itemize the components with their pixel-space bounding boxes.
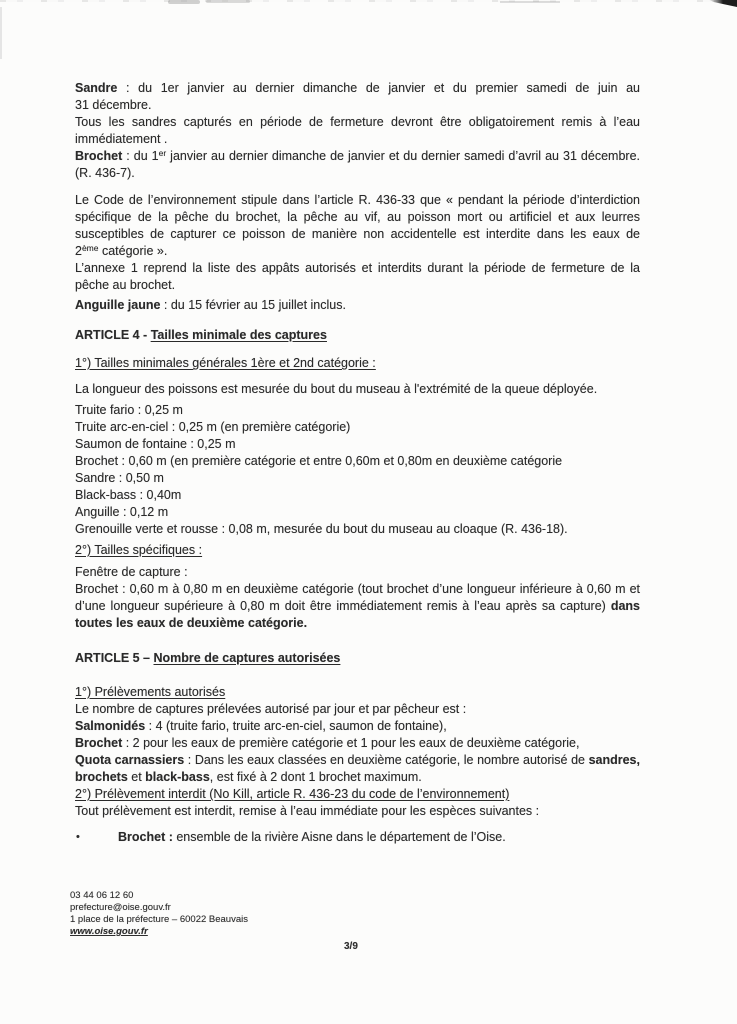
text-run: catégorie ».	[98, 244, 168, 258]
line-sandre-period-2	[75, 97, 640, 114]
text-run: : 4 (truite fario, truite arc-en-ciel, saumon de fontaine),	[145, 719, 447, 733]
footer-website-link: www.oise.gouv.fr	[70, 926, 148, 937]
text-run: et	[127, 770, 146, 784]
text-run: Anguille : 0,12 m	[75, 505, 169, 519]
line-annexe-2	[75, 277, 640, 294]
line-fenetre-capture	[75, 564, 640, 581]
text-run: toutes les eaux de deuxième catégorie.	[75, 616, 308, 630]
text-run: Brochet : 0,60 m (en première catégorie et entre 0,60m et 0,80m en deuxième catégorie	[75, 454, 563, 468]
text-run: Le Code de l’environnement stipule dans l’article R. 436-33 que « pendant la période d’interdiction	[75, 193, 640, 207]
text-run: immédiatement .	[75, 132, 168, 146]
line-annexe-1	[75, 260, 640, 277]
document-footer	[70, 890, 248, 938]
text-run: susceptibles de capturer ce poisson de manière non accidentelle est interdite dans les eaux de	[75, 227, 640, 241]
text-run: : du 1	[122, 149, 159, 163]
text-run: Quota carnassiers	[75, 753, 185, 767]
text-run: black-bass	[145, 770, 210, 784]
footer-address: 1 place de la préfecture – 60022 Beauvais	[70, 914, 248, 925]
line-quota-carnassiers-1	[75, 752, 640, 769]
bullet-icon: •	[76, 831, 80, 843]
text-run: Le nombre de captures prélevées autorisé par jour et par pêcheur est :	[75, 702, 467, 716]
text-run: ensemble de la rivière Aisne dans le département de l’Oise.	[172, 830, 506, 844]
heading-tailles-generales	[75, 355, 640, 372]
text-run: Sandre : 0,50 m	[75, 471, 164, 485]
line-black-bass-taille	[75, 487, 640, 504]
text-run: d’une longueur supérieure à 0,80 m doit être immédiatement remis à l’eau après sa capture)	[75, 599, 611, 613]
text-run: 2°) Prélèvement interdit (No Kill, article R. 436-23 du code de l’environnement)	[75, 787, 510, 801]
text-run: Salmonidés	[75, 719, 146, 733]
line-truite-arc-en-ciel	[75, 419, 640, 436]
scan-artifact-top-right-corner	[709, 0, 737, 7]
text-run: dans	[610, 599, 640, 613]
line-brochet-quota	[75, 735, 640, 752]
text-run: Tailles minimale des captures	[150, 328, 327, 342]
text-run: Sandre	[75, 81, 118, 95]
text-run: Black-bass : 0,40m	[75, 488, 182, 502]
text-run: Brochet	[75, 736, 123, 750]
text-run: : du 15 février au 15 juillet inclus.	[160, 298, 346, 312]
article-4-heading	[75, 327, 640, 344]
text-run: : 2 pour les eaux de première catégorie et 1 pour les eaux de deuxième catégorie,	[122, 736, 580, 750]
text-run: Tous les sandres capturés en période de fermeture devront être obligatoirement remis à l’eau	[75, 115, 640, 129]
text-run: 31 décembre.	[75, 98, 152, 112]
line-sandre-release-2	[75, 131, 640, 148]
text-run: Brochet	[75, 149, 123, 163]
text-run: brochets	[75, 770, 128, 784]
text-run: : du 1er janvier au dernier dimanche de janvier et du premier samedi de juin au	[117, 81, 640, 95]
scan-smudge	[168, 0, 200, 4]
line-sandre-release-1	[75, 114, 640, 131]
line-sandre-period-1	[75, 80, 640, 97]
text-run: Fenêtre de capture :	[75, 565, 188, 579]
line-fenetre-brochet-1	[75, 581, 640, 598]
line-saumon-fontaine	[75, 436, 640, 453]
text-run: 1°) Prélèvements autorisés	[75, 685, 226, 699]
line-code-env-1	[75, 192, 640, 209]
line-code-env-2	[75, 209, 640, 226]
line-anguille-jaune	[75, 297, 640, 314]
line-code-env-4	[75, 243, 640, 260]
line-brochet-taille	[75, 453, 640, 470]
text-run: Grenouille verte et rousse : 0,08 m, mesurée du bout du museau au cloaque (R. 436-18).	[75, 522, 568, 536]
line-brochet-period-2	[75, 165, 640, 182]
text-run: Brochet :	[118, 830, 173, 844]
text-run: ARTICLE 5 –	[75, 651, 154, 665]
text-run: Truite arc-en-ciel : 0,25 m (en première catégorie)	[75, 420, 351, 434]
scan-smudge	[206, 0, 250, 3]
scan-noise-top-edge	[0, 0, 737, 2]
text-run: Saumon de fontaine : 0,25 m	[75, 437, 236, 451]
text-run: L’annexe 1 reprend la liste des appâts autorisés et interdits durant la période de fermeture de la	[75, 261, 640, 275]
line-grenouille-taille	[75, 521, 640, 538]
text-run: janvier au dernier dimanche de janvier et du dernier samedi d’avril au 31 décembre.	[166, 149, 640, 163]
line-quota-carnassiers-2	[75, 769, 640, 786]
text-run: : Dans les eaux classées en deuxième catégorie, le nombre autorisé de	[184, 753, 589, 767]
document-body	[75, 80, 640, 846]
article-5-heading	[75, 650, 640, 667]
page-number: 3/9	[344, 941, 358, 952]
text-run: , est fixé à 2 dont 1 brochet maximum.	[209, 770, 422, 784]
line-fenetre-brochet-3	[75, 615, 640, 632]
scan-noise-left-edge	[0, 7, 2, 59]
text-run: er	[158, 148, 167, 158]
text-run: pêche au brochet.	[75, 278, 176, 292]
line-tout-prelevement	[75, 803, 640, 820]
heading-tailles-specifiques	[75, 542, 640, 559]
text-run: 2°) Tailles spécifiques :	[75, 543, 203, 557]
text-run: spécifique de la pêche du brochet, la pêche au vif, au poisson mort ou artificiel et aux leurres	[75, 210, 640, 224]
scan-smudge	[500, 1, 560, 3]
footer-email: prefecture@oise.gouv.fr	[70, 902, 171, 913]
text-run: Nombre de captures autorisées	[153, 651, 341, 665]
line-brochet-period-1	[75, 148, 640, 165]
text-run: Brochet : 0,60 m à 0,80 m en deuxième catégorie (tout brochet d’une longueur inférieure à 0,60 m et	[75, 582, 640, 596]
text-run: 1°) Tailles minimales générales 1ère et 2nd catégorie :	[75, 356, 376, 370]
heading-prelevements-autorises	[75, 684, 640, 701]
line-truite-fario	[75, 402, 640, 419]
line-salmonides	[75, 718, 640, 735]
text-run: Tout prélèvement est interdit, remise à l’eau immédiate pour les espèces suivantes :	[75, 804, 540, 818]
heading-prelevement-interdit	[75, 786, 640, 803]
line-anguille-taille	[75, 504, 640, 521]
line-longueur-poissons	[75, 381, 640, 398]
text-run: Anguille jaune	[75, 298, 161, 312]
text-run: ème	[81, 243, 99, 253]
line-sandre-taille	[75, 470, 640, 487]
footer-phone: 03 44 06 12 60	[70, 890, 134, 901]
text-run: sandres,	[588, 753, 640, 767]
bullet-brochet-no-kill	[75, 829, 640, 846]
text-run: (R. 436-7).	[75, 166, 135, 180]
text-run: Truite fario : 0,25 m	[75, 403, 183, 417]
line-fenetre-brochet-2	[75, 598, 640, 615]
line-nombre-captures	[75, 701, 640, 718]
text-run: 2	[75, 244, 82, 258]
line-code-env-3	[75, 226, 640, 243]
text-run: ARTICLE 4 -	[75, 328, 151, 342]
text-run: La longueur des poissons est mesurée du bout du museau à l'extrémité de la queue déployée.	[75, 382, 598, 396]
